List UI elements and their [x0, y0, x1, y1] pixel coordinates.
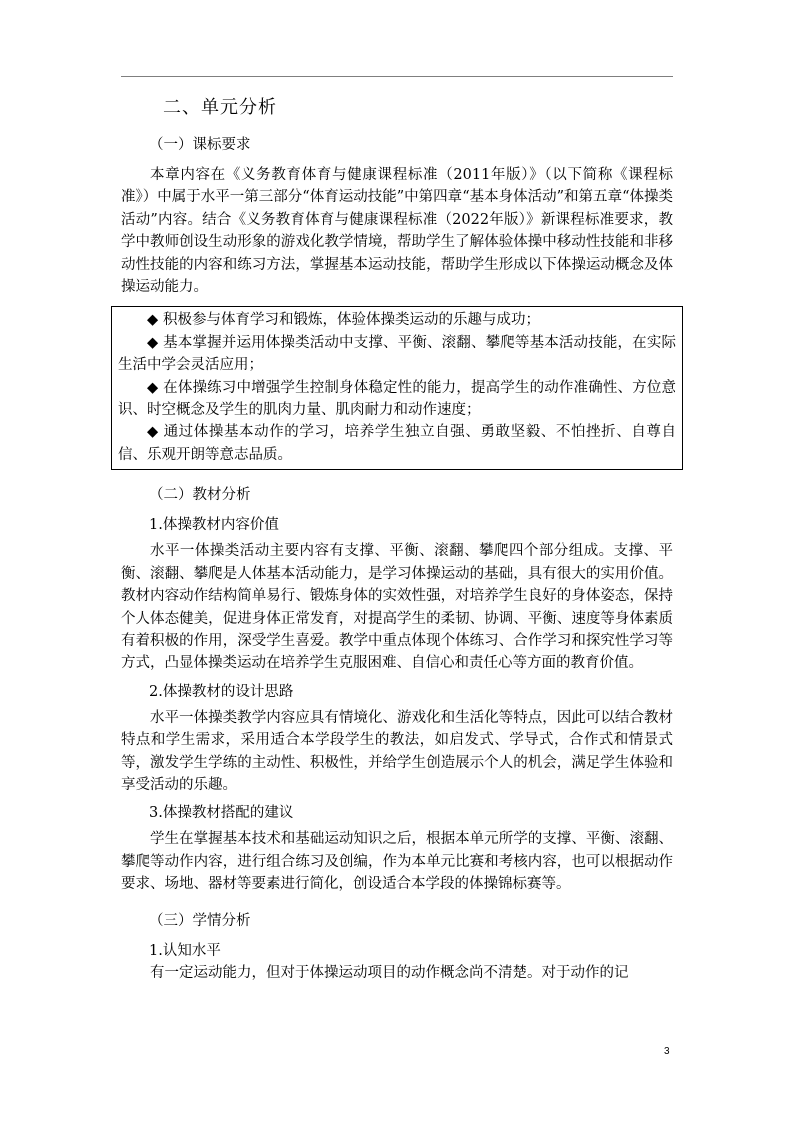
objective-text: 在体操练习中增强学生控制身体稳定性的能力，提高学生的动作准确性、方位意识、时空概念及学生的肌肉力量、肌肉耐力和动作速度；: [118, 379, 676, 419]
objective-text: 积极参与体育学习和锻炼，体验体操类运动的乐趣与成功；: [163, 312, 540, 329]
materials-item-text: 水平一体操类活动主要内容有支撑、平衡、滚翻、攀爬四个部分组成。支撑、平衡、滚翻、攀爬是人体基本活动能力，是学习体操运动的基础，具有很大的实用价值。教材内容动作结构简单易行、锻炼身体的实效性强，对培养学生良好的身体姿态，保持个人体态健美，促进身体正常发育，对提高学生的柔韧、协调、平衡、速度等身体素质有着积极的作用，深受学生喜爱。教学中重点体现个体练习、合作学习和探究性学习等方式，凸显体操类运动在培养学生克服困难、自信心和责任心等方面的教育价值。: [121, 543, 673, 672]
materials-item-title: 1.体操教材内容价值: [149, 517, 279, 534]
objective-text: 通过体操基本动作的学习，培养学生独立自强、勇敢坚毅、不怕挫折、自尊自信、乐观开朗等意志品质。: [118, 424, 676, 463]
objective-text: 基本掌握并运用体操类活动中支撑、平衡、滚翻、攀爬等基本活动技能，在实际生活中学会灵活应用；: [118, 334, 676, 374]
objective-item: [118, 309, 676, 331]
materials-item-text: 水平一体操类教学内容应具有情境化、游戏化和生活化等特点，因此可以结合教材特点和学生需求，采用适合本学段学生的教法，如启发式、学导式，合作式和情景式等，激发学生学练的主动性、积极性，并给学生创造展示个人的机会，满足学生体验和享受活动的乐趣。: [121, 709, 673, 793]
subsection-heading-materials: （二）教材分析: [149, 487, 251, 504]
materials-item-title: 2.体操教材的设计思路: [149, 683, 294, 700]
learners-item-text: 有一定运动能力，但对于体操运动项目的动作概念尚不清楚。对于动作的记: [150, 964, 629, 981]
section-title: 二、单元分析: [163, 97, 277, 118]
diamond-bullet-icon: ◆: [147, 379, 159, 396]
diamond-bullet-icon: ◆: [147, 424, 159, 441]
subsection-heading-learners: （三）学情分析: [149, 912, 251, 929]
standards-paragraph: 本章内容在《义务教育体育与健康课程标准（2011年版）》（以下简称《课程标准》）中属于水平一第三部分“体育运动技能”中第四章“基本身体活动”和第五章“体操类活动”内容。结合《义务教育体育与健康课程标准（2022年版）》新课程标准要求，教学中教师创设生动形象的游戏化教学情境，帮助学生了解体验体操中移动性技能和非移动性技能的内容和练习方法，掌握基本运动技能，帮助学生形成以下体操运动概念及体操运动能力。: [121, 167, 673, 296]
diamond-bullet-icon: ◆: [147, 312, 159, 329]
page-number: 3: [664, 1046, 670, 1057]
learners-item-title: 1.认知水平: [149, 942, 221, 959]
objective-item: [118, 332, 676, 377]
header-rule: [121, 76, 673, 77]
objective-item: [118, 421, 676, 466]
diamond-bullet-icon: ◆: [147, 334, 159, 351]
page-body: [118, 96, 676, 990]
materials-item-title: 3.体操教材搭配的建议: [149, 805, 294, 822]
materials-item-text: 学生在掌握基本技术和基础运动知识之后，根据本单元所学的支撑、平衡、滚翻、攀爬等动作内容，进行组合练习及创编，作为本单元比赛和考核内容，也可以根据动作要求、场地、器材等要素进行简化，创设适合本学段的体操锦标赛等。: [121, 831, 673, 893]
objectives-box: [111, 306, 683, 470]
objective-item: [118, 377, 676, 422]
subsection-heading-standards: （一）课标要求: [149, 137, 251, 153]
